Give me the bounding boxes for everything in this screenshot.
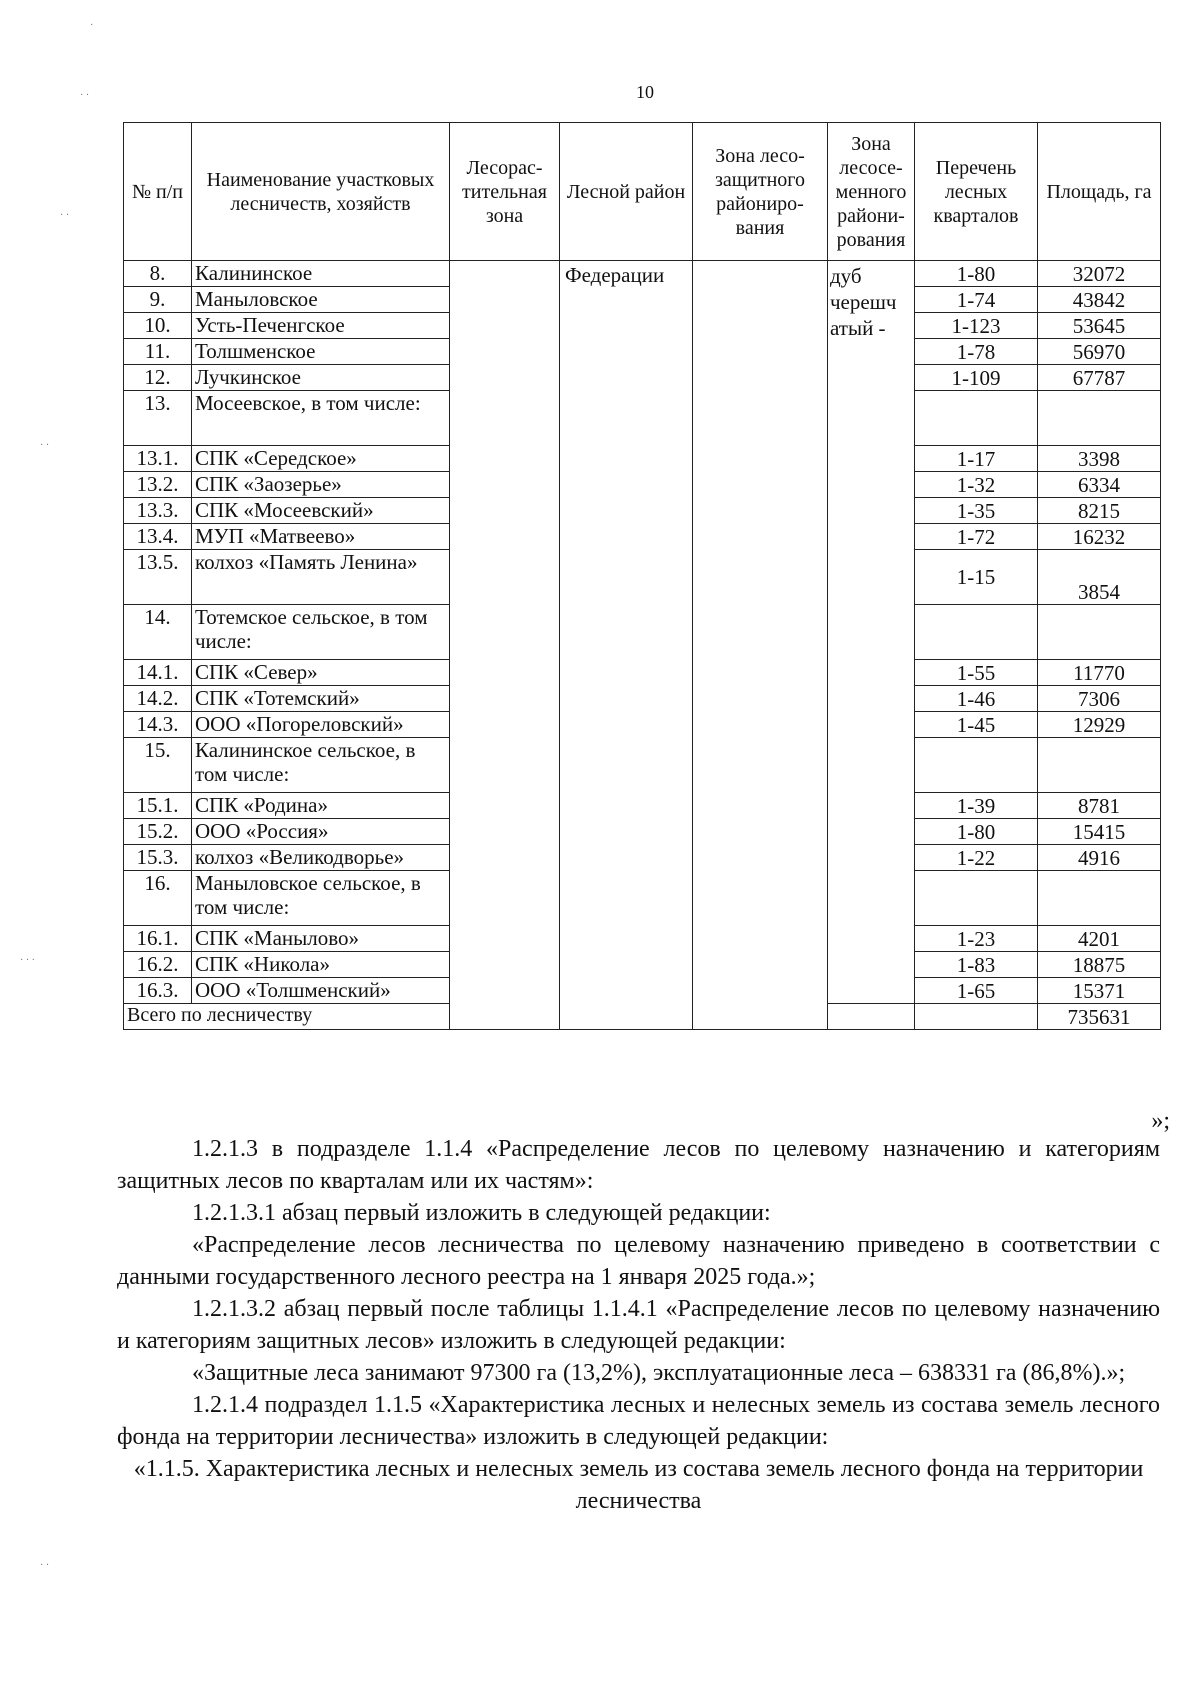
- row-quarters: 1-22: [915, 845, 1038, 871]
- row-name: СПК «Тотемский»: [192, 686, 450, 712]
- scan-speck: · ·: [40, 1560, 50, 1571]
- row-area: 8215: [1038, 498, 1161, 524]
- row-name: СПК «Манылово»: [192, 926, 450, 952]
- row-quarters: 1-32: [915, 472, 1038, 498]
- closing-quote: »;: [1151, 1108, 1170, 1134]
- row-area: 18875: [1038, 952, 1161, 978]
- scan-speck: ·: [90, 20, 94, 31]
- row-num: 14.: [124, 605, 192, 660]
- row-num: 14.2.: [124, 686, 192, 712]
- row-area: 8781: [1038, 793, 1161, 819]
- row-quarters: 1-74: [915, 287, 1038, 313]
- row-name: колхоз «Память Ленина»: [192, 550, 450, 605]
- scan-speck: · · ·: [20, 955, 35, 966]
- row-area: 4916: [1038, 845, 1161, 871]
- row-name: колхоз «Великодворье»: [192, 845, 450, 871]
- row-num: 16.1.: [124, 926, 192, 952]
- row-name: Мосеевское, в том числе:: [192, 391, 450, 446]
- row-quarters: 1-46: [915, 686, 1038, 712]
- veg-zone-cell: [450, 261, 560, 1030]
- row-area: 4201: [1038, 926, 1161, 952]
- row-num: 9.: [124, 287, 192, 313]
- row-area: 11770: [1038, 660, 1161, 686]
- row-quarters: 1-35: [915, 498, 1038, 524]
- row-area: 16232: [1038, 524, 1161, 550]
- row-name: ООО «Россия»: [192, 819, 450, 845]
- row-quarters: 1-80: [915, 819, 1038, 845]
- row-quarters: 1-45: [915, 712, 1038, 738]
- row-quarters: [915, 738, 1038, 793]
- row-quarters: 1-78: [915, 339, 1038, 365]
- row-name: СПК «Мосеевский»: [192, 498, 450, 524]
- row-num: 13.2.: [124, 472, 192, 498]
- row-name: Толшменское: [192, 339, 450, 365]
- row-name: Тотемское сельское, в том числе:: [192, 605, 450, 660]
- header-area: Площадь, га: [1038, 123, 1161, 261]
- scan-speck: · ·: [80, 90, 90, 101]
- row-quarters: [915, 871, 1038, 926]
- row-name: Маныловское сельское, в том числе:: [192, 871, 450, 926]
- row-quarters: [915, 605, 1038, 660]
- row-name: Усть-Печенгское: [192, 313, 450, 339]
- row-num: 12.: [124, 365, 192, 391]
- row-num: 16.2.: [124, 952, 192, 978]
- row-quarters: 1-72: [915, 524, 1038, 550]
- row-area: [1038, 738, 1161, 793]
- row-name: Лучкинское: [192, 365, 450, 391]
- protect-zone-cell: [693, 261, 828, 1030]
- row-area: 3854: [1038, 550, 1161, 605]
- row-area: [1038, 605, 1161, 660]
- row-area: 43842: [1038, 287, 1161, 313]
- row-name: СПК «Никола»: [192, 952, 450, 978]
- total-area: 735631: [1038, 1004, 1161, 1030]
- header-quarters: Перечень лесных кварталов: [915, 123, 1038, 261]
- row-num: 13.1.: [124, 446, 192, 472]
- row-num: 13.4.: [124, 524, 192, 550]
- table-row: [124, 261, 1161, 287]
- row-name: СПК «Середское»: [192, 446, 450, 472]
- row-name: СПК «Заозерье»: [192, 472, 450, 498]
- row-num: 13.: [124, 391, 192, 446]
- paragraph: 1.2.1.3 в подразделе 1.1.4 «Распределение лесов по целевому назначению и категориям защитных лесов по кварталам или их частям»:: [117, 1136, 1160, 1194]
- row-num: 10.: [124, 313, 192, 339]
- total-quarters: [915, 1004, 1038, 1030]
- paragraph: «Распределение лесов лесничества по целевому назначению приведено в соответствии с данными государственного лесного реестра на 1 января 2025 года.»;: [117, 1232, 1160, 1290]
- row-quarters: 1-17: [915, 446, 1038, 472]
- header-seed-zone: Зона лесосе- менного райони- рования: [828, 123, 915, 261]
- row-name: Калининское: [192, 261, 450, 287]
- row-num: 16.: [124, 871, 192, 926]
- paragraph: 1.2.1.3.2 абзац первый после таблицы 1.1.4.1 «Распределение лесов по целевому назначению и категориям защитных лесов» изложить в следующей редакции:: [117, 1296, 1160, 1354]
- section-heading: «1.1.5. Характеристика лесных и нелесных земель из состава земель лесного фонда на территории лесничества: [133, 1456, 1144, 1514]
- row-name: ООО «Погореловский»: [192, 712, 450, 738]
- header-forest-region: Лесной район: [560, 123, 693, 261]
- row-quarters: [915, 391, 1038, 446]
- row-quarters: 1-15: [915, 550, 1038, 605]
- forest-region-cell: Федерации: [560, 261, 693, 1030]
- row-num: 11.: [124, 339, 192, 365]
- header-name: Наименование участковых лесничеств, хозяйств: [192, 123, 450, 261]
- header-num: № п/п: [124, 123, 192, 261]
- row-name: ООО «Толшменский»: [192, 978, 450, 1004]
- page-number: 10: [636, 82, 654, 102]
- row-area: 6334: [1038, 472, 1161, 498]
- row-area: 12929: [1038, 712, 1161, 738]
- row-num: 8.: [124, 261, 192, 287]
- row-name: Маныловское: [192, 287, 450, 313]
- header-protect-zone: Зона лесо- защитного райониро- вания: [693, 123, 828, 261]
- seed-zone-cell: дуб черешч атый -: [828, 261, 915, 1004]
- scan-speck: · ·: [40, 440, 50, 451]
- row-quarters: 1-123: [915, 313, 1038, 339]
- row-area: 53645: [1038, 313, 1161, 339]
- body-text: [117, 1133, 1160, 1517]
- header-veg-zone: Лесорас- тительная зона: [450, 123, 560, 261]
- row-num: 14.3.: [124, 712, 192, 738]
- row-num: 15.1.: [124, 793, 192, 819]
- scan-speck: · ·: [60, 210, 70, 221]
- row-area: 7306: [1038, 686, 1161, 712]
- row-name: СПК «Север»: [192, 660, 450, 686]
- row-quarters: 1-39: [915, 793, 1038, 819]
- row-area: 15371: [1038, 978, 1161, 1004]
- row-quarters: 1-23: [915, 926, 1038, 952]
- row-quarters: 1-55: [915, 660, 1038, 686]
- row-area: 32072: [1038, 261, 1161, 287]
- total-seed-zone-cell: [828, 1004, 915, 1030]
- row-name: МУП «Матвеево»: [192, 524, 450, 550]
- table-header-row: [124, 123, 1161, 261]
- row-area: [1038, 871, 1161, 926]
- row-num: 14.1.: [124, 660, 192, 686]
- row-num: 13.3.: [124, 498, 192, 524]
- total-label: Всего по лесничеству: [124, 1004, 450, 1030]
- row-name: Калининское сельское, в том числе:: [192, 738, 450, 793]
- row-area: 56970: [1038, 339, 1161, 365]
- row-num: 15.3.: [124, 845, 192, 871]
- row-quarters: 1-109: [915, 365, 1038, 391]
- row-quarters: 1-65: [915, 978, 1038, 1004]
- row-num: 16.3.: [124, 978, 192, 1004]
- row-num: 15.2.: [124, 819, 192, 845]
- row-area: 3398: [1038, 446, 1161, 472]
- paragraph: «Защитные леса занимают 97300 га (13,2%), эксплуатационные леса – 638331 га (86,8%).»;: [192, 1360, 1126, 1386]
- row-quarters: 1-80: [915, 261, 1038, 287]
- forestry-table: [123, 122, 1161, 1030]
- row-num: 15.: [124, 738, 192, 793]
- row-name: СПК «Родина»: [192, 793, 450, 819]
- paragraph: 1.2.1.4 подраздел 1.1.5 «Характеристика лесных и нелесных земель из состава земель лесного фонда на территории лесничества» изложить в следующей редакции:: [117, 1392, 1160, 1450]
- row-area: 15415: [1038, 819, 1161, 845]
- paragraph: 1.2.1.3.1 абзац первый изложить в следующей редакции:: [192, 1200, 771, 1226]
- row-area: 67787: [1038, 365, 1161, 391]
- row-area: [1038, 391, 1161, 446]
- row-num: 13.5.: [124, 550, 192, 605]
- row-quarters: 1-83: [915, 952, 1038, 978]
